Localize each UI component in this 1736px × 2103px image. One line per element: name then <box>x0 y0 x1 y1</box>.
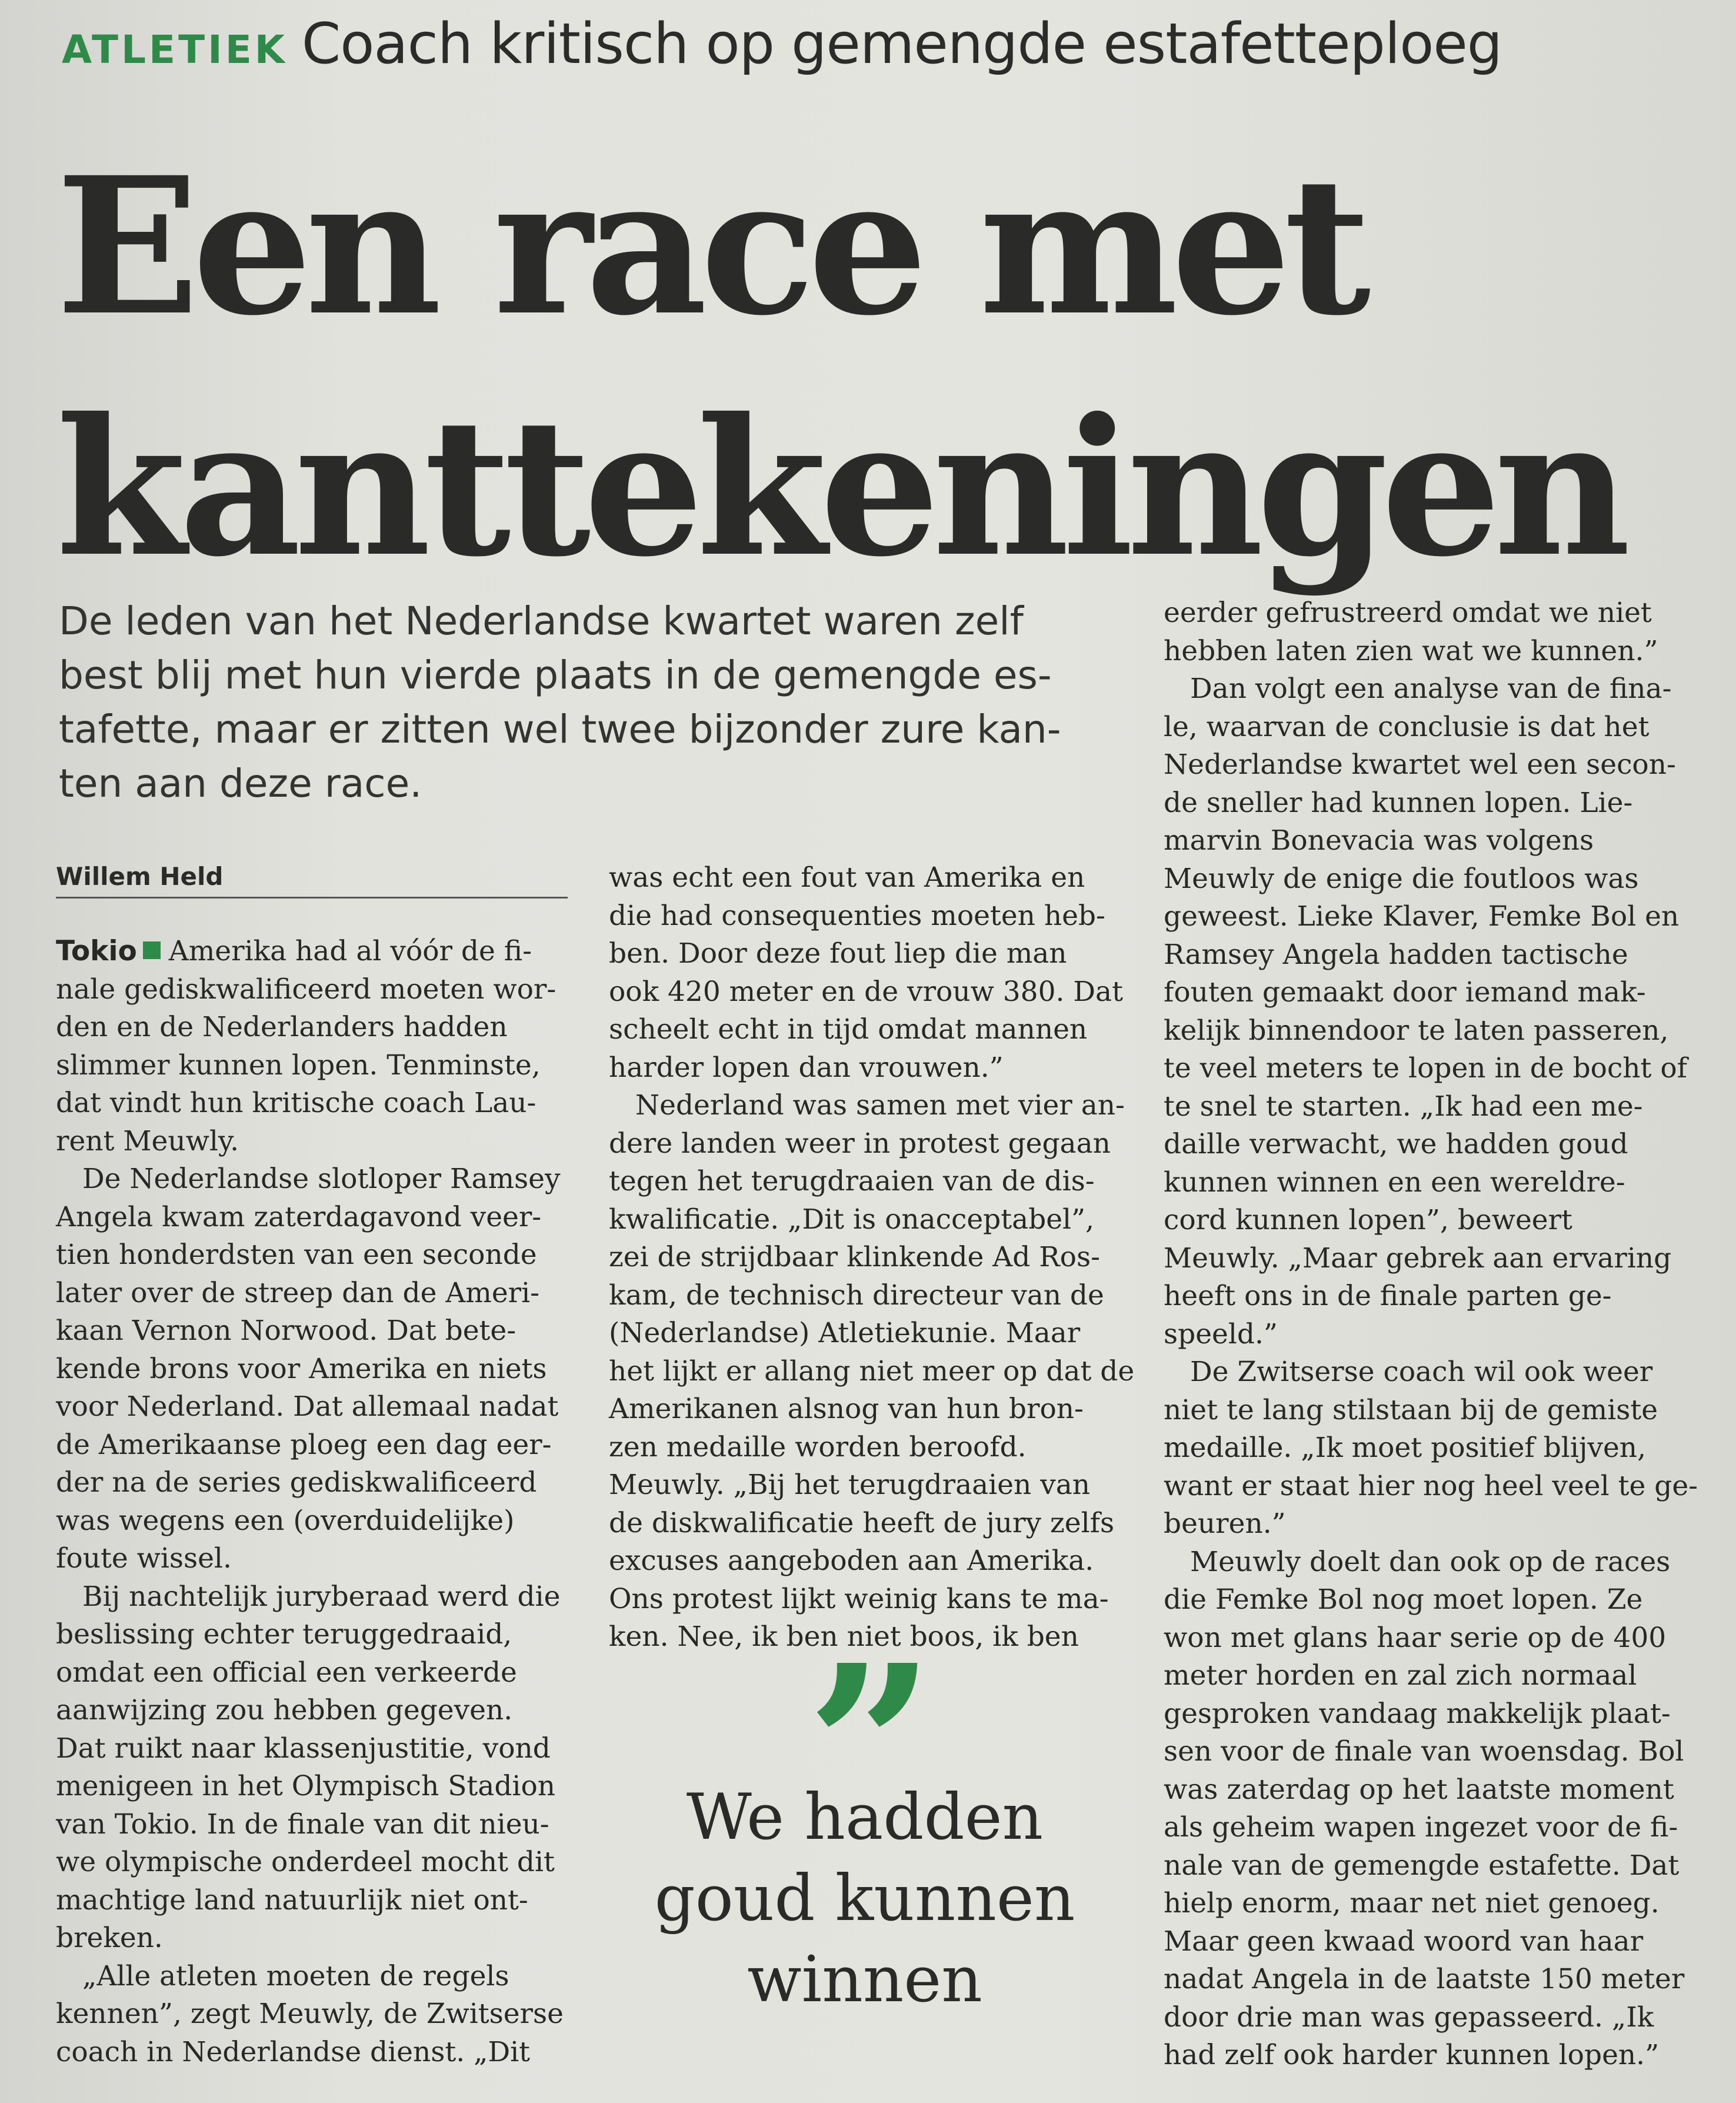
body-line: te snel te starten. „Ik had een me- <box>1164 1090 1643 1123</box>
body-line: De Nederlandse slotloper Ramsey <box>82 1163 561 1195</box>
body-line: ken. Nee, ik ben niet boos, ik ben <box>609 1620 1079 1653</box>
body-line: Bij nachtelijk juryberaad werd die <box>82 1580 561 1613</box>
body-line: als geheim wapen ingezet voor de fi- <box>1164 1811 1678 1844</box>
intro-line: tafette, maar er zitten wel twee bijzonder zure kan- <box>59 707 1061 752</box>
body-line: tien honderdsten van een seconde <box>56 1239 537 1271</box>
body-line: Meuwly de enige die foutloos was <box>1164 862 1639 895</box>
body-line: beslissing echter teruggedraaid, <box>56 1618 512 1651</box>
body-line: te veel meters te lopen in de bocht of <box>1164 1052 1688 1084</box>
body-line: won met glans haar serie op de 400 <box>1164 1621 1667 1654</box>
pull-quote-line: goud kunnen <box>654 1862 1075 1935</box>
body-line: Maar geen kwaad woord van haar <box>1164 1925 1644 1958</box>
body-line: dat vindt hun kritische coach Lau- <box>56 1087 537 1119</box>
body-line: hebben laten zien wat we kunnen.” <box>1164 634 1658 667</box>
body-line: we olympische onderdeel mocht dit <box>56 1846 555 1878</box>
byline: Willem Held <box>56 862 568 899</box>
quote-mark-icon <box>782 1636 959 1730</box>
body-line: (Nederlandse) Atletiekunie. Maar <box>609 1317 1081 1349</box>
article-column-3 <box>1164 594 1698 2075</box>
body-line: kwalificatie. „Dit is onacceptabel”, <box>609 1203 1095 1236</box>
body-line: Dan volgt een analyse van de fina- <box>1190 673 1672 705</box>
body-line: breken. <box>56 1922 163 1954</box>
body-line: ook 420 meter en de vrouw 380. Dat <box>609 975 1123 1008</box>
intro-line: De leden van het Nederlandse kwartet waren zelf <box>59 598 1024 644</box>
body-line: Ramsey Angela hadden tactische <box>1164 938 1628 971</box>
body-line: Nederlandse kwartet wel een secon- <box>1164 748 1676 781</box>
body-line: kennen”, zegt Meuwly, de Zwitserse <box>56 1998 564 2030</box>
body-line: Dat ruikt naar klassenjustitie, vond <box>56 1732 551 1765</box>
body-line: door drie man was gepasseerd. „Ik <box>1164 2001 1654 2034</box>
body-line: eerder gefrustreerd omdat we niet <box>1164 597 1652 629</box>
body-line: voor Nederland. Dat allemaal nadat <box>56 1390 559 1423</box>
body-line: foute wissel. <box>56 1542 232 1575</box>
body-line: meter horden en zal zich normaal <box>1164 1659 1637 1692</box>
body-line: zen medaille worden beroofd. <box>609 1430 1027 1463</box>
square-bullet-icon <box>143 941 161 959</box>
body-line: heeft ons in de finale parten ge- <box>1164 1280 1612 1312</box>
body-line: speeld.” <box>1164 1317 1278 1350</box>
body-line: harder lopen dan vrouwen.” <box>609 1051 1004 1084</box>
body-line: tegen het terugdraaien van de dis- <box>609 1165 1095 1197</box>
body-line: Meuwly. „Bij het terugdraaien van <box>609 1469 1091 1501</box>
body-line: excuses aangeboden aan Amerika. <box>609 1545 1094 1577</box>
body-line: die Femke Bol nog moet lopen. Ze <box>1164 1583 1643 1616</box>
pull-quote-line: We hadden <box>686 1781 1044 1854</box>
body-line: want er staat hier nog heel veel te ge- <box>1164 1469 1698 1502</box>
body-line: dere landen weer in protest gegaan <box>609 1127 1111 1160</box>
body-line: de diskwalificatie heeft de jury zelfs <box>609 1506 1115 1539</box>
headline-line: Een race met <box>56 137 1364 357</box>
body-line: was wegens een (overduidelijke) <box>56 1504 515 1537</box>
body-line: het lijkt er allang niet meer op dat de <box>609 1355 1135 1387</box>
body-line: Meuwly doelt dan ook op de races <box>1190 1545 1671 1578</box>
body-line: kaan Vernon Norwood. Dat bete- <box>56 1315 517 1347</box>
body-line: de Amerikaanse ploeg een dag eer- <box>56 1428 552 1461</box>
headline-line: kanttekeningen <box>56 378 1624 598</box>
body-line: van Tokio. In de finale van dit nieu- <box>56 1808 549 1841</box>
dateline: Tokio <box>56 935 137 967</box>
body-line: was echt een fout van Amerika en <box>609 861 1085 894</box>
body-line: le, waarvan de conclusie is dat het <box>1164 710 1650 743</box>
body-line: medaille. „Ik moet positief blijven, <box>1164 1432 1647 1464</box>
body-line: aanwijzing zou hebben gegeven. <box>56 1694 513 1726</box>
body-line: de sneller had kunnen lopen. Lie- <box>1164 786 1633 819</box>
body-line: daille verwacht, we hadden goud <box>1164 1128 1628 1160</box>
body-line: zei de strijdbaar klinkende Ad Ros- <box>609 1241 1100 1273</box>
article-column-1 <box>56 933 574 2071</box>
kicker <box>62 12 1502 94</box>
body-line: nale gediskwalificeerd moeten wor- <box>56 973 557 1006</box>
lead-line <box>56 933 574 971</box>
pull-quote-line: winnen <box>747 1943 982 2017</box>
body-line: De Zwitserse coach wil ook weer <box>1190 1356 1653 1388</box>
kicker-title: Coach kritisch op gemengde estafetteploeg <box>301 12 1502 76</box>
intro-line: ten aan deze race. <box>59 761 422 806</box>
body-line: fouten gemaakt door iemand mak- <box>1164 976 1646 1009</box>
body-line: scheelt echt in tijd omdat mannen <box>609 1013 1088 1046</box>
body-line: beuren.” <box>1164 1508 1286 1540</box>
body-line: later over de streep dan de Ameri- <box>56 1276 540 1309</box>
headline <box>56 127 1715 609</box>
body-line: kelijk binnendoor te laten passeren, <box>1164 1014 1669 1047</box>
article-column-2 <box>609 859 1135 1656</box>
body-line: menigeen in het Olympisch Stadion <box>56 1770 556 1802</box>
body-line: sen voor de finale van woensdag. Bol <box>1164 1735 1684 1768</box>
body-line: Ons protest lijkt weinig kans te ma- <box>609 1582 1109 1615</box>
section-label: ATLETIEK <box>62 27 288 72</box>
body-line: cord kunnen lopen”, beweert <box>1164 1204 1572 1236</box>
body-line: coach in Nederlandse dienst. „Dit <box>56 2035 531 2068</box>
body-line: geweest. Lieke Klaver, Femke Bol en <box>1164 900 1680 933</box>
body-line: Amerikanen alsnog van hun bron- <box>609 1393 1084 1425</box>
body-line: Angela kwam zaterdagavond veer- <box>56 1200 542 1233</box>
intro-line: best blij met hun vierde plaats in de gemengde es- <box>59 653 1052 698</box>
body-line: slimmer kunnen lopen. Tenminste, <box>56 1049 541 1082</box>
body-line: marvin Bonevacia was volgens <box>1164 824 1594 857</box>
body-line: der na de series gediskwalificeerd <box>56 1466 537 1499</box>
body-line: Meuwly. „Maar gebrek aan ervaring <box>1164 1242 1672 1275</box>
body-line: nale van de gemengde estafette. Dat <box>1164 1849 1680 1882</box>
body-line: die had consequenties moeten heb- <box>609 899 1105 932</box>
body-line: was zaterdag op het laatste moment <box>1164 1773 1674 1806</box>
pull-quote <box>600 1777 1129 2021</box>
body-line: kunnen winnen en een wereldre- <box>1164 1166 1625 1199</box>
body-line: „Alle atleten moeten de regels <box>82 1959 509 1992</box>
body-line: niet te lang stilstaan bij de gemiste <box>1164 1393 1658 1426</box>
body-line: kende brons voor Amerika en niets <box>56 1352 547 1385</box>
body-line: machtige land natuurlijk niet ont- <box>56 1884 528 1916</box>
body-line: kam, de technisch directeur van de <box>609 1279 1104 1312</box>
body-line: rent Meuwly. <box>56 1124 239 1157</box>
body-line: gesproken vandaag makkelijk plaat- <box>1164 1697 1671 1730</box>
body-line: ben. Door deze fout liep die man <box>609 937 1067 970</box>
body-line: omdat een official een verkeerde <box>56 1656 517 1689</box>
body-line: den en de Nederlanders hadden <box>56 1011 508 1043</box>
body-line: nadat Angela in de laatste 150 meter <box>1164 1963 1685 1995</box>
intro-paragraph <box>59 594 1129 811</box>
body-line: Amerika had al vóór de fi- <box>168 935 532 967</box>
body-line: hielp enorm, maar net niet genoeg. <box>1164 1887 1660 1919</box>
body-line: had zelf ook harder kunnen lopen.” <box>1164 2039 1660 2071</box>
body-line: Nederland was samen met vier an- <box>635 1089 1125 1122</box>
